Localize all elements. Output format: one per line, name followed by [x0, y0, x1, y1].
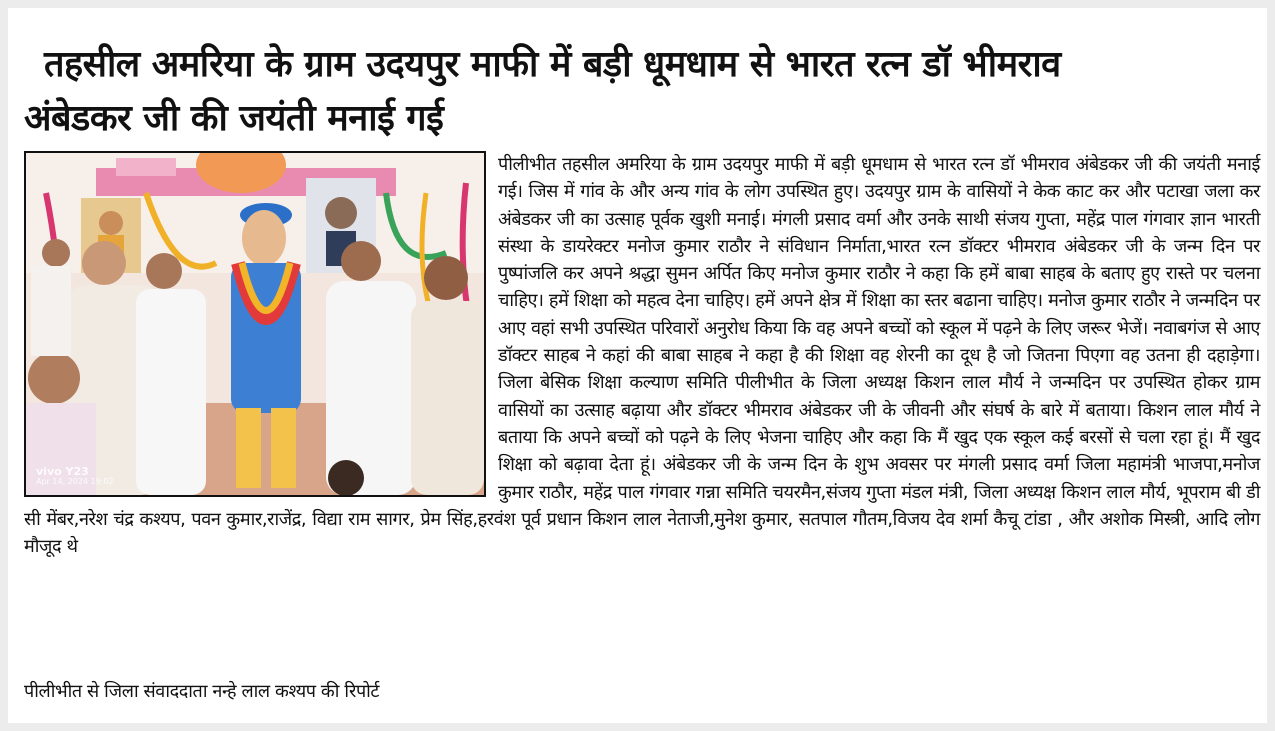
photo-timestamp: Apr 14, 2024 19:02 — [36, 477, 114, 486]
headline-line-1: तहसील अमरिया के ग्राम उदयपुर माफी में बड़ी धूमधाम से भारत रत्न डॉ भीमराव — [44, 44, 1061, 85]
camera-brand: vivo Y23 — [36, 465, 89, 478]
article-body-text: पीलीभीत तहसील अमरिया के ग्राम उदयपुर माफी में बड़ी धूमधाम से भारत रत्न डॉ भीमराव अंबेडकर जी की जयंती मनाई गई। जिस में गांव के और अन्य गांव के लोग उपस्थित हुए। उदयपुर ग्राम के वासियों ने केक काट कर और पटाखा जला कर अंबेडकर जी का उत्साह पूर्वक खुशी मनाई। मंगली प्रसाद वर्मा और उनके साथी संजय गुप्ता, महेंद्र पाल गंगवार ज्ञान भारती संस्था के डायरेक्टर मनोज कुमार राठौर ने संविधान निर्माता,भारत रत्न डॉक्टर भीमराव अंबेडकर जी के जन्म दिन पर पुष्पांजलि कर अपने श्रद्धा सुमन अर्पित किए मनोज कुमार राठौर ने कहा कि हमें बाबा साहब के बताए हुए रास्ते पर चलना चाहिए। हमें शिक्षा को महत्व देना चाहिए। हमें अपने क्षेत्र में शिक्षा का स्तर बढाना चाहिए। मनोज कुमार राठौर ने जन्मदिन पर आए वहां सभी उपस्थित परिवारों अनुरोध किया कि वह अपने बच्चों को स्कूल में पढ़ने के लिए जरूर भेजें। नवाबगंज से आए डॉक्टर साहब ने कहां की बाबा साहब ने कहा है की शिक्षा वह शेरनी का दूध है जो जितना पिएगा वह उतना ही दहाड़ेगा। जिला बेसिक शिक्षा कल्याण समिति पीलीभीत के जिला अध्यक्ष किशन लाल मौर्य ने जन्मदिन पर उपस्थित होकर ग्राम वासियों का उत्साह बढ़ाया और डॉक्टर भीमराव अंबेडकर जी के जीवनी और संघर्ष के बारे में बताया। किशन लाल मौर्य ने बताया कि अपने बच्चों को पढ़ने के लिए भेजना चाहिए और कहा कि मैं खुद एक स्कूल कई बरसों से चला रहा हूं। मैं खुद शिक्षा को बढ़ावा देता हूं। अंबेडकर जी के जन्म दिन के शुभ अवसर पर मंगली प्रसाद वर्मा जिला महामंत्री भाजपा,मनोज कुमार राठौर, महेंद्र पाल गंगवार गन्ना समिति चयरमैन,संजय गुप्ता मंडल मंत्री, जिला अध्यक्ष किशन लाल मौर्य, भूपराम बी डी सी मेंबर,नरेश चंद्र कश्यप, पवन कुमार,राजेंद्र, विद्या राम सागर, प्रेम सिंह,हरवंश पूर्व प्रधान किशन लाल नेताजी,मुनेश कुमार, सतपाल गौतम,विजय देव शर्मा कैचू टांडा , और अशोक मिस्त्री, आदि लोग मौजूद थे — [24, 154, 1260, 558]
camera-watermark — [36, 467, 114, 487]
event-photo — [24, 151, 486, 497]
reporter-byline: पीलीभीत से जिला संवाददाता नन्हे लाल कश्यप की रिपोर्ट — [24, 681, 380, 702]
headline — [24, 38, 1244, 146]
event-photo-illustration — [26, 153, 484, 495]
headline-line-2: अंबेडकर जी की जयंती मनाई गई — [24, 98, 444, 139]
